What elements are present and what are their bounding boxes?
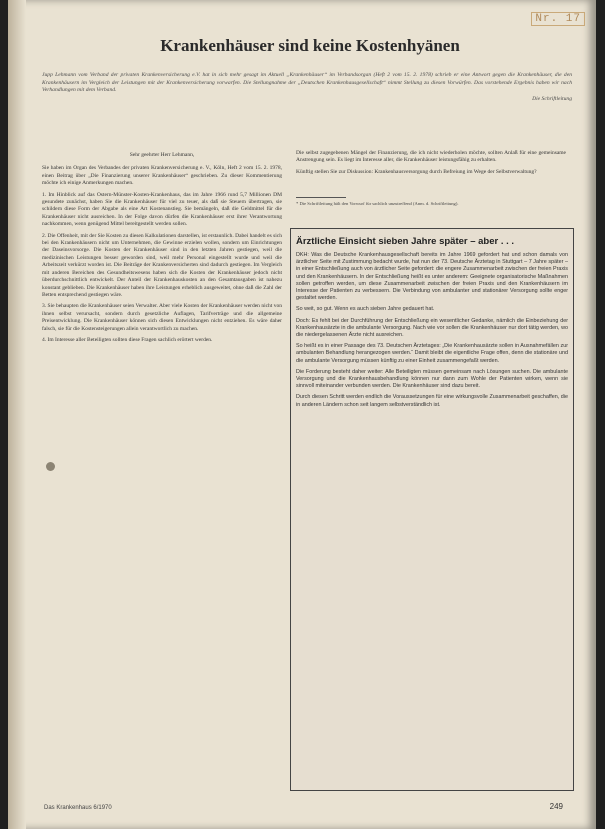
letter-salutation: Sehr geehrter Herr Lehmann, (129, 152, 195, 158)
footnote: * Die Schriftleitung hält den Vorwurf für sachlich unzutreffend (Anm. d. Schriftleitung). (296, 201, 459, 206)
left-paragraph: Sie haben im Organ des Verbandes der privaten Krankenversicherung e. V., Köln, Heft 2 vom 15. 2. 1978, einen Beitrag über „Die Finanzierung unserer Krankenhäuser“ geschrieben. Zu dieser Kommentierung möchte ich einige Anmerkungen machen. (42, 165, 282, 187)
page-number: 249 (549, 802, 563, 811)
left-paragraph: 4. Im Interesse aller Beteiligten sollten diese Fragen sachlich erörtert werden. (42, 336, 213, 343)
box-paragraph: DKH: Was die Deutsche Krankenhausgesellschaft bereits im Jahre 1969 gefordert hat und schon damals von ärztlicher Seite mit Zustimmung bedacht wurde, hat nun der 73. Deutsche Ärztetag in Stuttgart – 7 Jahre später – in einer Entschließung auch von ärztlicher Seite gefordert: die engere Zusammenarbeit zwischen der freien Praxis und den Krankenhäusern. In der Entschließung heißt es unter anderem: Geeignete organisatorische Maßnahmen sollen getroffen werden, um diese Zusammenarbeit zwischen der freien Praxis und den Krankenhäusern im Interesse der Patienten zu verbessern. Die Verbindung von ambulanter und stationärer Versorgung sollte enger gestaltet werden. (296, 252, 568, 302)
article-title: Krankenhäuser sind keine Kostenhyänen (160, 36, 460, 55)
left-column (42, 152, 282, 348)
left-paragraph: 2. Die Offenheit, mit der Sie Kosten zu diesen Kalkulationen darstellen, ist erstaunlich. Dabei handelt es sich bei den Krankenhäusern nicht um Unternehmen, die Gewinne erzielen wollen, sondern um Einrichtungen der Daseinsvorsorge. Die Kosten der Krankenhäuser sind in den letzten Jahren gestiegen, weil die medizinischen Leistungen besser geworden sind, weil mehr Personal eingestellt wurde und weil die Arbeitszeit verkürzt worden ist. Die Beiträge der Krankenversicherten sind dadurch gestiegen. Im Vergleich mit anderen Bereichen des Gesundheitswesens haben sich die Kosten der Krankenhäuser jedoch nicht überdurchschnittlich entwickelt. Der Anteil der Krankenhauskosten an den Gesamtausgaben ist nahezu konstant geblieben. Die Krankenhäuser haben ihre Leistungen erheblich ausgeweitet, ohne daß die Zahl der Betten entsprechend gestiegen wäre. (42, 232, 282, 298)
left-paragraph: 1. Im Hinblick auf das Ostern-Münster-Kosten-Krankenhaus, das im Jahre 1966 rund 5,7 Millionen DM gesundete zunächst, haben Sie die Krankenhäuser für viel zu teuer, als daß sie Steuern übertragen, sie schildern diese Form der Abgabe als eine Art Kostenanstieg. Sie bemängeln, daß die Geldmittel für die Krankenhäuser nicht ausreichen. In der Folge davon dürfen die Krankenhäuser erst ihrer Verantwortung nachkommen, wenn genügend Mittel bereitgestellt werden sollen. (42, 191, 282, 228)
intro-signature: Die Schriftleitung (532, 95, 572, 102)
box-body (296, 252, 568, 413)
punch-hole (46, 462, 55, 471)
box-paragraph: Die Forderung besteht daher weiter: Alle Beteiligten müssen gemeinsam nach Lösungen suchen. Die ambulante Versorgung und die Krankenhausbehandlung können nur dann zum Wohle der Patienten wirken, wenn sie sinnvoll miteinander verbunden werden. Die Krankenhäuser sind dazu bereit. (296, 368, 568, 390)
box-paragraph: Durch diesen Schritt werden endlich die Voraussetzungen für eine wirkungsvolle Zusammenarbeit geschaffen, die in anderen Ländern schon seit langem selbstverständlich ist. (296, 394, 568, 408)
right-paragraph: Künftig stellen Sie zur Diskussion: Krankenhausversorgung durch Befreiung im Wege der Selbstverwaltung? (296, 168, 537, 175)
box-paragraph: So weit, so gut. Wenn es auch sieben Jahre gedauert hat. (296, 306, 435, 313)
page-binding-edge (8, 0, 26, 829)
intro-text: Jupp Lehmann vom Verband der privaten Krankenversicherung e.V. hat in sich mehr gesagt im Aktuell „Krankenhäuser“ im Verbandsorgan (Heft 2 vom 15. 2. 1978) schrieb er eine Antwort gegen die Krankenhäuser, die den Krankenhäusern im Vergleich der Leistungen mit der Krankenversicherung vorwarfen. Die Stellungnahme der „Deutschen Krankenhausgesellschaft“ nimmt Stellung zu diesen Vorwürfen. Das vorstehende Ergebnis haben wir nach Verhandlungen mit dem Verband. (42, 72, 572, 94)
right-column (296, 150, 566, 180)
box-title: Ärztliche Einsicht sieben Jahre später – aber . . . (296, 236, 515, 247)
footnote-rule (296, 197, 346, 198)
article-intro (42, 72, 572, 103)
left-paragraph: 3. Sie behaupten die Krankenhäuser seien Verwalter. Aber viele Kosten der Krankenhäuser werden nicht von ihnen selbst verursacht, sondern durch gesetzliche Auflagen, Tarifverträge und die allgemeine Preisentwicklung. Die Krankenhäuser können sich diesen Entwicklungen nicht entziehen. Es wäre daher falsch, sie für die Kostensteigerungen allein verantwortlich zu machen. (42, 303, 282, 332)
box-paragraph: So heißt es in einer Passage des 73. Deutschen Ärztetages: „Die Krankenhausärzte sollen in Ausnahmefällen zur ambulanten Behandlung herangezogen werden.“ Damit bleibt die eigentliche Frage offen, denn die stationäre und die ambulante Versorgung müssen künftig zu einer Einheit zusammengefaßt werden. (296, 343, 568, 364)
right-paragraph: Die selbst zugegebenen Mängel der Finanzierung, die ich nicht wiederholen möchte, sollten Anlaß für eine gemeinsame Anstrengung sein. Es liegt im Interesse aller, die Krankenhäuser leistungsfähig zu erhalten. (296, 150, 566, 164)
journal-footer: Das Krankenhaus 6/1970 (44, 805, 112, 811)
archive-stamp: Nr. 17 (531, 12, 585, 26)
box-paragraph: Doch: Es fehlt bei der Durchführung der Entschließung ein wesentlicher Gedanke, nämlich die Einbeziehung der Krankenhausärzte in die ambulante Versorgung. Nach wie vor sollen die Krankenhäuser nur dort tätig werden, wo die niedergelassenen Ärzte nicht ausreichen. (296, 317, 568, 339)
